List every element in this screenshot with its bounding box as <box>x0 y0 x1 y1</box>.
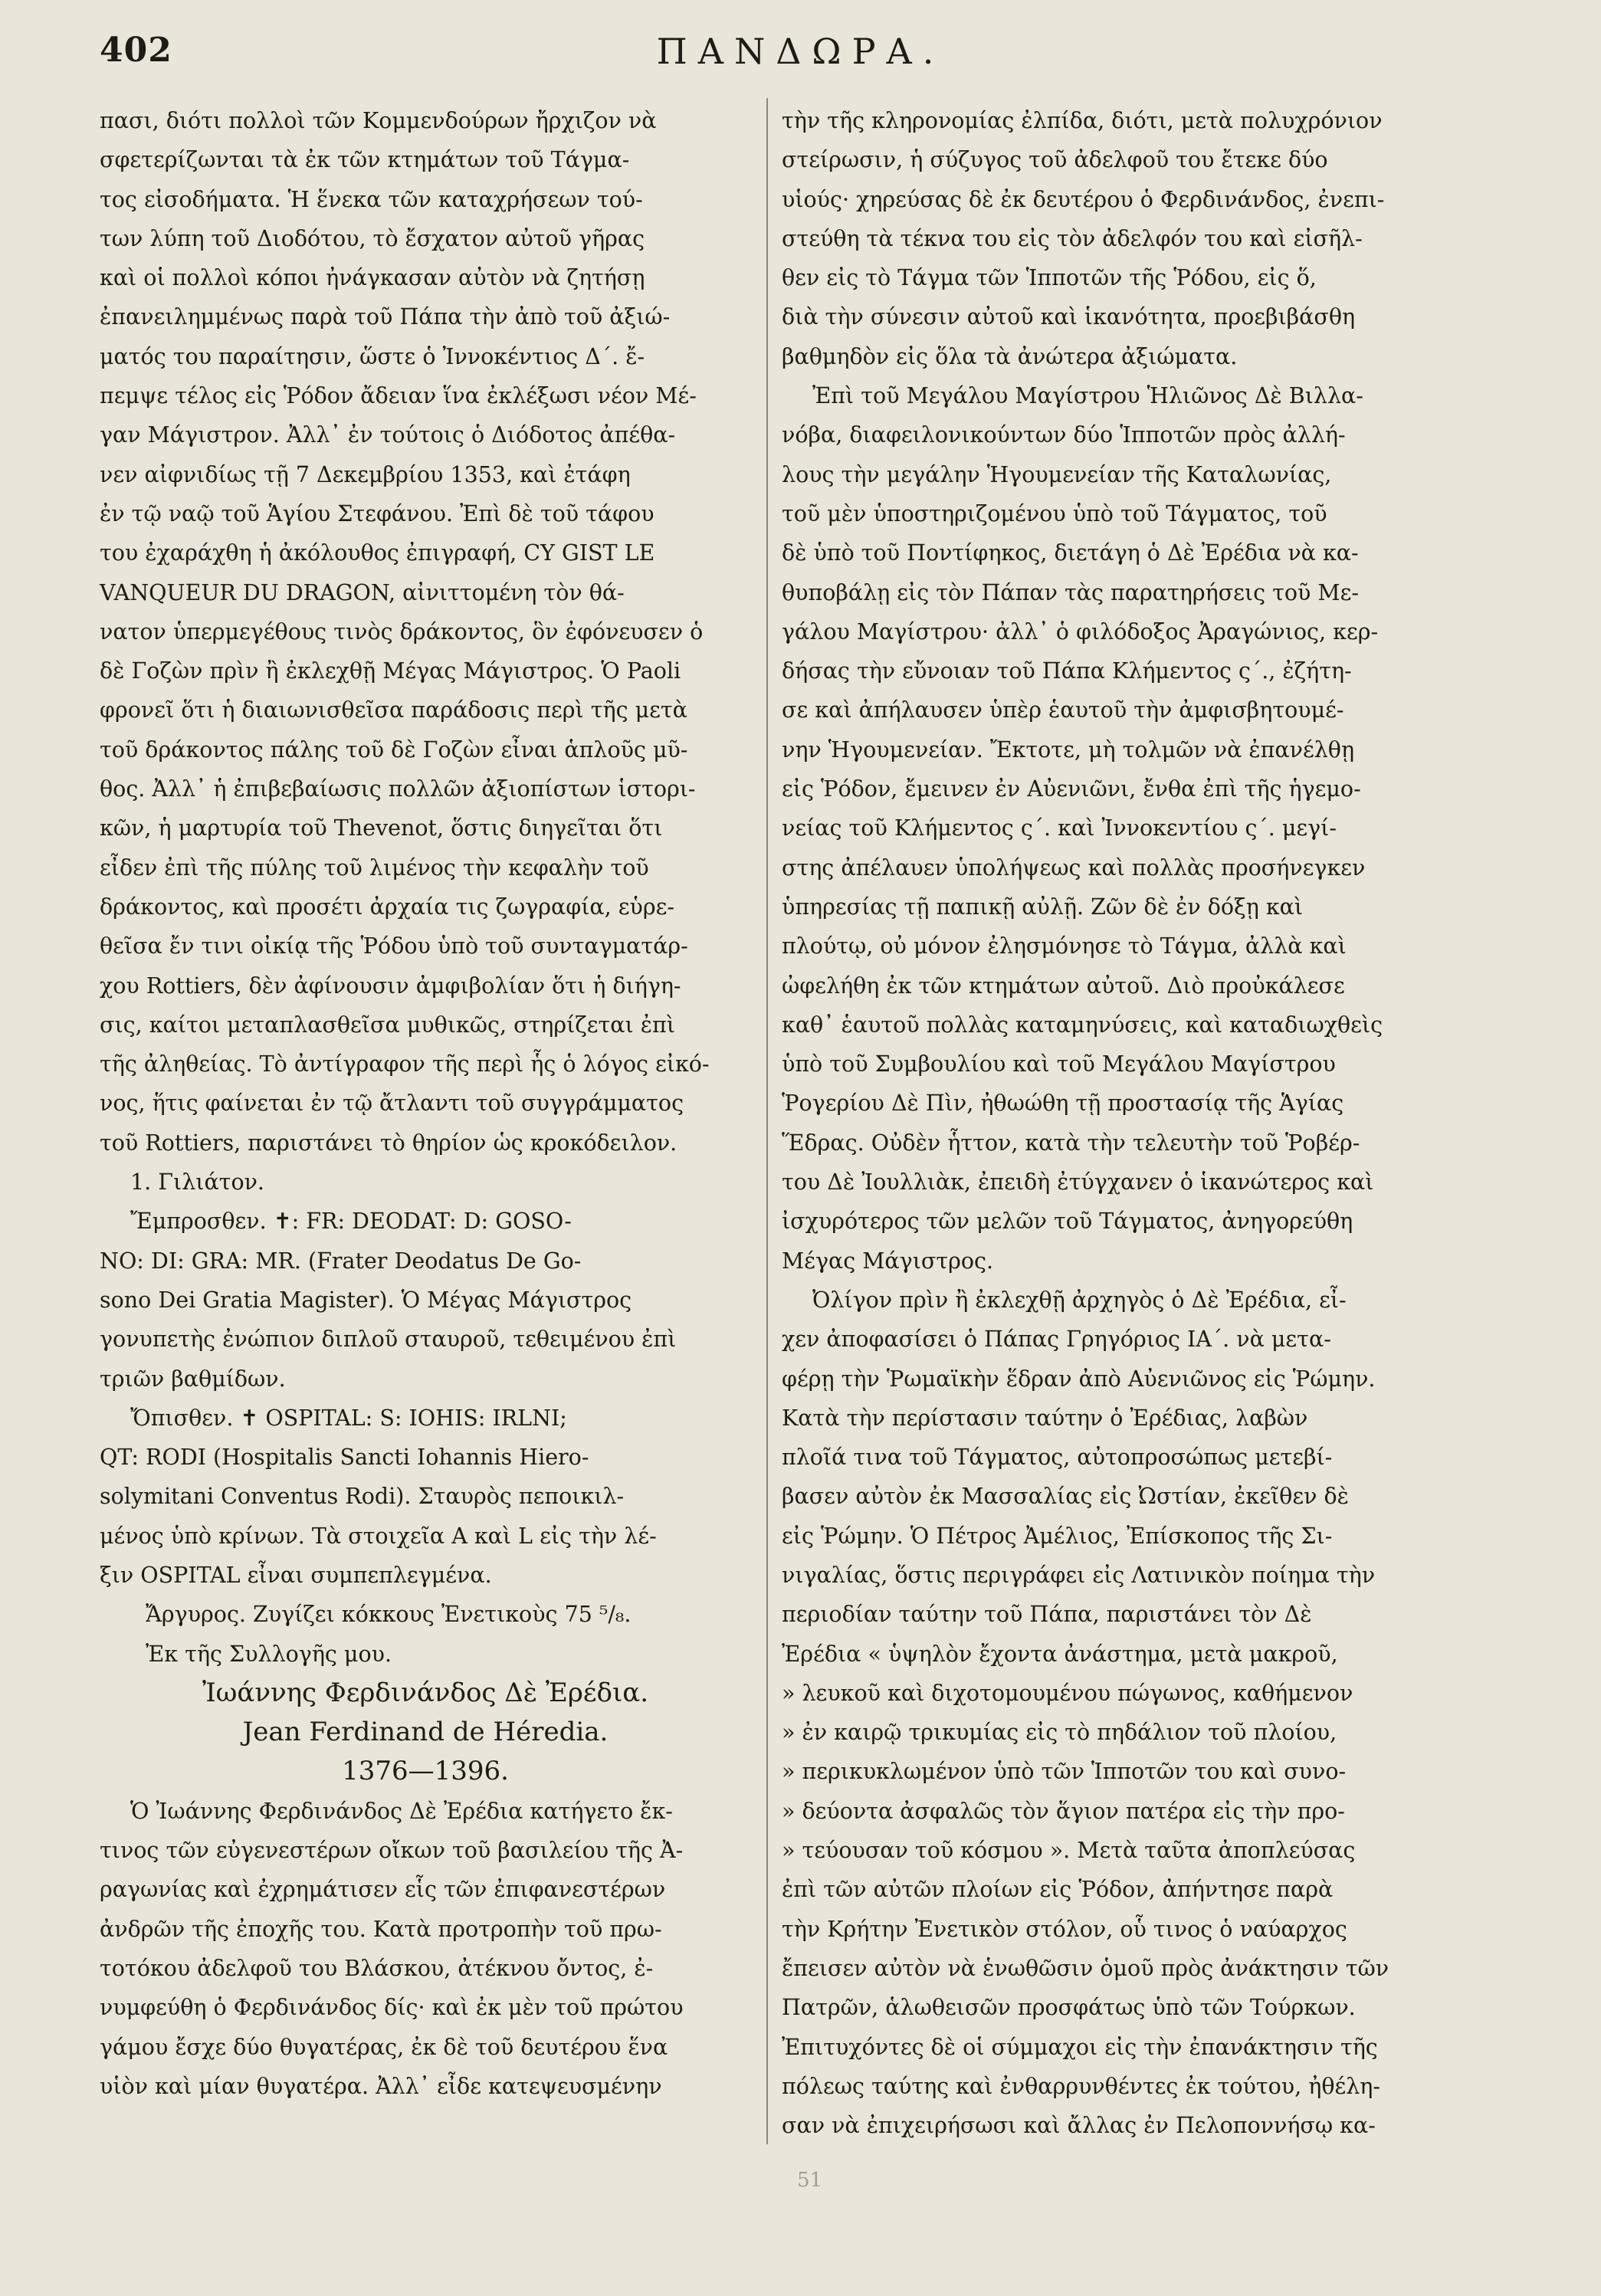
section-heading-greek: Ἰωάννης Φερδινάνδος Δὲ Ἐρέδια. <box>202 1677 649 1708</box>
text-line: εἰς Ῥόδον, ἔμεινεν ἐν Αὐενιῶνι, ἔνθα ἐπὶ τῆς ἡγεμο- <box>782 776 1361 802</box>
text-line: περιοδίαν ταύτην τοῦ Πάπα, παριστάνει τὸν Δὲ <box>782 1602 1312 1628</box>
text-line: νος, ἥτις φαίνεται ἐν τῷ ἄτλαντι τοῦ συγγράμματος <box>100 1091 684 1117</box>
text-line: Ἄργυρος. Ζυγίζει κόκκους Ἐνετικοὺς 75 ⁵/₈. <box>146 1602 632 1628</box>
text-line: του ἐχαράχθη ἡ ἀκόλουθος ἐπιγραφή, CY GIST LE <box>100 540 655 566</box>
text-line: δράκοντος, καὶ προσέτι ἀρχαία τις ζωγραφία, εὑρε- <box>100 894 675 920</box>
right-column <box>782 101 1433 2145</box>
text-line: νην Ἡγουμενείαν. Ἔκτοτε, μὴ τολμῶν νὰ ἐπανέλθῃ <box>782 736 1355 763</box>
text-line: μένος ὑπὸ κρίνων. Τὰ στοιχεῖα A καὶ L εἰς τὴν λέ- <box>100 1523 657 1549</box>
text-line: δήσας τὴν εὔνοιαν τοῦ Πάπα Κλήμεντος ς΄., ἐζήτη- <box>782 658 1352 684</box>
text-line: δὲ ὑπὸ τοῦ Ποντίφηκος, διετάγη ὁ Δὲ Ἐρέδια νὰ κα- <box>782 540 1359 566</box>
text-line: χεν ἀποφασίσει ὁ Πάπας Γρηγόριος ΙΑ΄. νὰ μετα- <box>782 1327 1331 1353</box>
text-line: στεύθη τὰ τέκνα του εἰς τὸν ἀδελφόν του καὶ εἰσῆλ- <box>782 225 1363 251</box>
text-line: ἐν τῷ ναῷ τοῦ Ἁγίου Στεφάνου. Ἐπὶ δὲ τοῦ τάφου <box>100 500 655 526</box>
text-line: λους τὴν μεγάλην Ἡγουμενείαν τῆς Καταλωνίας, <box>782 461 1332 487</box>
text-line: δὲ Γοζὼν πρὶν ἢ ἐκλεχθῇ Μέγας Μάγιστρος. Ὁ Paoli <box>100 658 681 684</box>
text-line: ἐπὶ τῶν αὐτῶν πλοίων εἰς Ῥόδον, ἀπήντησε παρὰ <box>782 1877 1334 1903</box>
text-line: βασεν αὐτὸν ἐκ Μασσαλίας εἰς Ὠστίαν, ἐκεῖθεν δὲ <box>782 1484 1349 1510</box>
text-line: Ἕδρας. Οὐδὲν ἧττον, κατὰ τὴν τελευτὴν τοῦ Ῥοβέρ- <box>782 1130 1360 1156</box>
text-line: Πατρῶν, ἁλωθεισῶν προσφάτως ὑπὸ τῶν Τούρκων. <box>782 1995 1356 2021</box>
text-line: νιγαλίας, ὅστις περιγράφει εἰς Λατινικὸν ποίημα τὴν <box>782 1562 1376 1588</box>
text-line: καθ᾽ ἑαυτοῦ πολλὰς καταμηνύσεις, καὶ καταδιωχθεὶς <box>782 1012 1383 1038</box>
text-line: Ὄπισθεν. ✝ OSPITAL: S: IOHIS: IRLNI; <box>130 1405 567 1431</box>
text-line: τῆς ἀληθείας. Τὸ ἀντίγραφον τῆς περὶ ἧς ὁ λόγος εἰκό- <box>100 1051 710 1077</box>
text-line: ραγωνίας καὶ ἐχρημάτισεν εἷς τῶν ἐπιφανεστέρων <box>100 1877 666 1903</box>
text-line: στης ἀπέλαυεν ὑπολήψεως καὶ πολλὰς προσήνεγκεν <box>782 854 1366 881</box>
text-line: νατον ὑπερμεγέθους τινὸς δράκοντος, ὃν ἐφόνευσεν ὁ <box>100 618 704 645</box>
text-line: τοῦ Rottiers, παριστάνει τὸ θηρίον ὡς κροκόδειλον. <box>100 1130 677 1156</box>
text-line: θεῖσα ἔν τινι οἰκίᾳ τῆς Ῥόδου ὑπὸ τοῦ συνταγματάρ- <box>100 933 688 959</box>
text-line: πλοῖά τινα τοῦ Τάγματος, αὐτοπροσώπως μετεβί- <box>782 1445 1333 1471</box>
text-line: καὶ οἱ πολλοὶ κόποι ἠνάγκασαν αὐτὸν νὰ ζητήσῃ <box>100 265 645 291</box>
text-line: θος. Ἀλλ᾽ ἡ ἐπιβεβαίωσις πολλῶν ἀξιοπίστων ἱστορι- <box>100 776 696 802</box>
text-line: γαν Μάγιστρον. Ἀλλ᾽ ἐν τούτοις ὁ Διόδοτος ἀπέθα- <box>100 422 676 448</box>
text-line: NO: DI: GRA: MR. (Frater Deodatus De Go- <box>100 1248 582 1274</box>
text-line: » ἐν καιρῷ τρικυμίας εἰς τὸ πηδάλιον τοῦ πλοίου, <box>782 1720 1337 1746</box>
text-line: τὴν Κρήτην Ἐνετικὸν στόλον, οὗ τινος ὁ ναύαρχος <box>782 1916 1347 1942</box>
column-divider <box>766 98 768 2144</box>
text-line: Ἐπιτυχόντες δὲ οἱ σύμμαχοι εἰς τὴν ἐπανάκτησιν τῆς <box>782 2034 1378 2060</box>
left-column <box>100 101 751 2106</box>
text-line: VANQUEUR DU DRAGON, αἰνιττομένη τὸν θά- <box>100 579 625 605</box>
text-line: » λευκοῦ καὶ διχοτομουμένου πώγωνος, καθήμενον <box>782 1680 1353 1706</box>
text-line: κῶν, ἡ μαρτυρία τοῦ Thevenot, ὅστις διηγεῖται ὅτι <box>100 815 663 841</box>
text-line: ἐπανειλημμένως παρὰ τοῦ Πάπα τὴν ἀπὸ τοῦ ἀξιώ- <box>100 304 671 330</box>
text-line: νυμφεύθη ὁ Φερδινάνδος δίς· καὶ ἐκ μὲν τοῦ πρώτου <box>100 1995 684 2021</box>
text-line: ἰσχυρότερος τῶν μελῶν τοῦ Τάγματος, ἀνηγορεύθη <box>782 1209 1353 1235</box>
text-line: σις, καίτοι μεταπλασθεῖσα μυθικῶς, στηρίζεται ἐπὶ <box>100 1012 675 1038</box>
text-line: ἀνδρῶν τῆς ἐποχῆς του. Κατὰ προτροπὴν τοῦ πρω- <box>100 1916 662 1942</box>
text-line: sono Dei Gratia Magister). Ὁ Μέγας Μάγιστρος <box>100 1287 632 1313</box>
text-line: ὑπὸ τοῦ Συμβουλίου καὶ τοῦ Μεγάλου Μαγίστρου <box>782 1051 1336 1077</box>
text-line: Ῥογερίου Δὲ Πὶν, ἠθωώθη τῇ προστασίᾳ τῆς Ἁγίας <box>782 1091 1344 1117</box>
text-line: σαν νὰ ἐπιχειρήσωσι καὶ ἄλλας ἐν Πελοποννήσῳ κα- <box>782 2113 1376 2139</box>
text-line: φέρῃ τὴν Ῥωμαϊκὴν ἕδραν ἀπὸ Αὐενιῶνος εἰς Ῥώμην. <box>782 1366 1376 1392</box>
text-line: τοτόκου ἀδελφοῦ του Βλάσκου, ἀτέκνου ὄντος, ἐ- <box>100 1955 654 1981</box>
text-line: εἰς Ῥώμην. Ὁ Πέτρος Ἀμέλιος, Ἐπίσκοπος τῆς Σι- <box>782 1523 1333 1549</box>
text-line: νείας τοῦ Κλήμεντος ς΄. καὶ Ἰννοκεντίου ς΄. μεγί- <box>782 815 1337 841</box>
text-line: σε καὶ ἀπήλαυσεν ὑπὲρ ἑαυτοῦ τὴν ἀμφισβητουμέ- <box>782 697 1344 723</box>
text-line: » τεύουσαν τοῦ κόσμου ». Μετὰ ταῦτα ἀποπλεύσας <box>782 1838 1356 1864</box>
text-line: στείρωσιν, ἡ σύζυγος τοῦ ἀδελφοῦ του ἔτεκε δύο <box>782 147 1328 173</box>
text-line: τὴν τῆς κληρονομίας ἐλπίδα, διότι, μετὰ πολυχρόνιον <box>782 108 1383 133</box>
text-line: Ὀλίγον πρὶν ἢ ἐκλεχθῇ ἀρχηγὸς ὁ Δὲ Ἐρέδια, εἶ- <box>812 1287 1347 1313</box>
text-line: τοῦ μὲν ὑποστηριζομένου ὑπὸ τοῦ Τάγματος, τοῦ <box>782 500 1327 526</box>
text-line: γονυπετὴς ἐνώπιον διπλοῦ σταυροῦ, τεθειμένου ἐπὶ <box>100 1327 677 1353</box>
text-line: διὰ τὴν σύνεσιν αὐτοῦ καὶ ἱκανότητα, προεβιβάσθη <box>782 304 1356 330</box>
text-line: νεν αἰφνιδίως τῇ 7 Δεκεμβρίου 1353, καὶ ἐτάφη <box>100 461 631 487</box>
text-line: » δεύοντα ἀσφαλῶς τὸν ἅγιον πατέρα εἰς τὴν προ- <box>782 1798 1345 1824</box>
text-line: θεν εἰς τὸ Τάγμα τῶν Ἱπποτῶν τῆς Ῥόδου, εἰς ὅ, <box>782 265 1317 291</box>
text-line: Ἐρέδια « ὑψηλὸν ἔχοντα ἀνάστημα, μετὰ μακροῦ, <box>782 1641 1338 1667</box>
text-line: χου Rottiers, δὲν ἀφίνουσιν ἀμφιβολίαν ὅτι ἡ διήγη- <box>100 973 681 999</box>
text-line: ματός του παραίτησιν, ὥστε ὁ Ἰννοκέντιος Δ΄. ἔ- <box>100 343 645 369</box>
text-line: υἱούς· χηρεύσας δὲ ἐκ δευτέρου ὁ Φερδινάνδος, ἐνεπι- <box>782 186 1385 212</box>
text-line: » περικυκλωμένον ὑπὸ τῶν Ἱπποτῶν του καὶ συνο- <box>782 1759 1347 1785</box>
text-line: QT: RODI (Hospitalis Sancti Iohannis Hiero- <box>100 1445 589 1471</box>
text-line: Ὁ Ἰωάννης Φερδινάνδος Δὲ Ἐρέδια κατήγετο ἔκ- <box>130 1798 673 1824</box>
section-heading-french: Jean Ferdinand de Héredia. <box>242 1717 609 1748</box>
text-line: εἶδεν ἐπὶ τῆς πύλης τοῦ λιμένος τὴν κεφαλὴν τοῦ <box>100 854 649 881</box>
text-line: Μέγας Μάγιστρος. <box>782 1248 994 1274</box>
footer-mark: 51 <box>797 2169 823 2192</box>
text-line: τος εἰσοδήματα. Ἡ ἕνεκα τῶν καταχρήσεων τού- <box>100 186 643 212</box>
text-line: θυποβάλῃ εἰς τὸν Πάπαν τὰς παρατηρήσεις τοῦ Με- <box>782 579 1360 605</box>
text-line: Κατὰ τὴν περίστασιν ταύτην ὁ Ἐρέδιας, λαβὼν <box>782 1405 1308 1431</box>
text-line: ὠφελήθη ἐκ τῶν κτημάτων αὐτοῦ. Διὸ προὐκάλεσε <box>782 973 1345 999</box>
page-number: 402 <box>100 31 172 70</box>
text-line: ἔπεισεν αὐτὸν νὰ ἑνωθῶσιν ὁμοῦ πρὸς ἀνάκτησιν τῶν <box>782 1955 1389 1981</box>
text-line: Ἔμπροσθεν. ✝: FR: DEODAT: D: GOSO- <box>130 1209 572 1235</box>
footnote-line: 1. Γιλιάτον. <box>130 1169 264 1196</box>
text-line: νόβα, διαφειλονικούντων δύο Ἱπποτῶν πρὸς ἀλλή- <box>782 422 1346 448</box>
text-line: ξιν OSPITAL εἶναι συμπεπλεγμένα. <box>100 1562 492 1588</box>
text-line: βαθμηδὸν εἰς ὅλα τὰ ἀνώτερα ἀξιώματα. <box>782 343 1238 369</box>
journal-title: ΠΑΝΔΩΡΑ. <box>656 31 945 72</box>
text-line: γάλου Μαγίστρου· ἀλλ᾽ ὁ φιλόδοξος Ἀραγώνιος, κερ- <box>782 618 1379 645</box>
text-line: solymitani Conventus Rodi). Σταυρὸς πεποικιλ- <box>100 1484 625 1510</box>
text-line: γάμου ἔσχε δύο θυγατέρας, ἐκ δὲ τοῦ δευτέρου ἕνα <box>100 2034 668 2060</box>
text-line: των λύπη τοῦ Διοδότου, τὸ ἔσχατον αὐτοῦ γῆρας <box>100 225 645 251</box>
text-line: Ἐπὶ τοῦ Μεγάλου Μαγίστρου Ἡλιῶνος Δὲ Βιλλα- <box>812 383 1363 409</box>
page-header <box>0 31 1601 84</box>
text-line: ὑπηρεσίας τῇ παπικῇ αὐλῇ. Ζῶν δὲ ἐν δόξῃ καὶ <box>782 894 1304 920</box>
text-line: τριῶν βαθμίδων. <box>100 1366 286 1392</box>
section-heading-dates: 1376—1396. <box>342 1756 509 1787</box>
text-line: υἱὸν καὶ μίαν θυγατέρα. Ἀλλ᾽ εἶδε κατεψευσμένην <box>100 2073 662 2099</box>
text-line: τοῦ δράκοντος πάλης τοῦ δὲ Γοζὼν εἶναι ἁπλοῦς μῦ- <box>100 736 688 763</box>
text-line: πλούτῳ, οὐ μόνον ἐλησμόνησε τὸ Τάγμα, ἀλλὰ καὶ <box>782 933 1347 959</box>
text-line: του Δὲ Ἰουλλιὰκ, ἐπειδὴ ἐτύγχανεν ὁ ἱκανώτερος καὶ <box>782 1169 1374 1196</box>
text-line: φρονεῖ ὅτι ἡ διαιωνισθεῖσα παράδοσις περὶ τῆς μετὰ <box>100 697 687 723</box>
text-line: σφετερίζωνται τὰ ἐκ τῶν κτημάτων τοῦ Τάγμα- <box>100 147 630 173</box>
text-line: πεμψε τέλος εἰς Ῥόδον ἄδειαν ἵνα ἐκλέξωσι νέον Μέ- <box>100 383 697 409</box>
text-line: Ἐκ τῆς Συλλογῆς μου. <box>146 1641 392 1667</box>
text-line: πόλεως ταύτης καὶ ἐνθαρρυνθέντες ἐκ τούτου, ἠθέλη- <box>782 2073 1381 2099</box>
text-line: πασι, διότι πολλοὶ τῶν Κομμενδούρων ἤρχιζον νὰ <box>100 108 657 133</box>
text-line: τινος τῶν εὐγενεστέρων οἴκων τοῦ βασιλείου τῆς Ἀ- <box>100 1838 684 1864</box>
